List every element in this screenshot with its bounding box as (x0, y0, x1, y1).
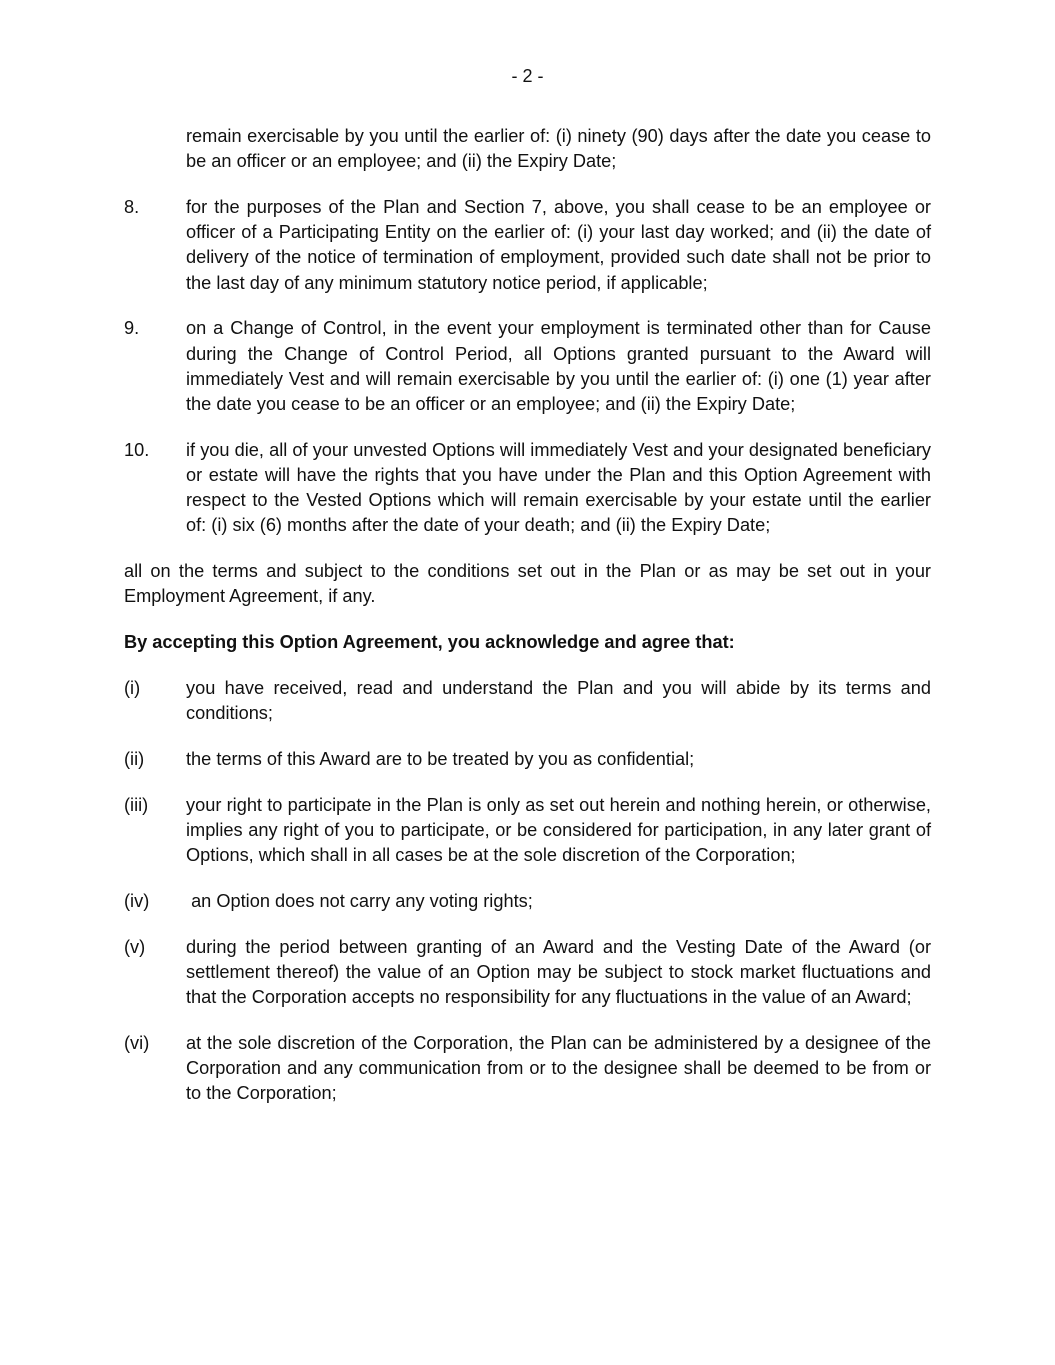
item-text: for the purposes of the Plan and Section 7, above, you shall cease to be an employee or officer of a Participating Entity on the earlier of: (i) your last day worked; and (ii) the date of delivery of the notice of termination of employment, provided such date shall not be prior to the last day of any minimum statutory notice period, if applicable; (186, 197, 931, 293)
item-number: (vi) (124, 1033, 150, 1054)
item-text: you have received, read and understand the Plan and you will abide by its terms and conditions; (186, 678, 931, 724)
ack-item-iv (124, 889, 931, 914)
continuation-paragraph: remain exercisable by you until the earlier of: (i) ninety (90) days after the date you cease to be an officer or an employee; and (ii) the Expiry Date; (186, 126, 931, 172)
ack-item-i (124, 676, 931, 726)
item-text: at the sole discretion of the Corporation, the Plan can be administered by a designee of the Corporation and any communication from or to the designee shall be deemed to be from or to the Corporation; (186, 1033, 931, 1104)
acknowledgement-heading: By accepting this Option Agreement, you acknowledge and agree that: (124, 632, 735, 653)
closing-paragraph: all on the terms and subject to the conditions set out in the Plan or as may be set out in your Employment Agreement, if any. (124, 561, 931, 607)
item-text: during the period between granting of an Award and the Vesting Date of the Award (or settlement thereof) the value of an Option may be subject to stock market fluctuations and that the Corporation accepts no responsibility for any fluctuations in the value of an Award; (186, 936, 931, 1008)
numbered-item-10 (124, 438, 931, 539)
item-number: (v) (124, 936, 146, 957)
item-text: if you die, all of your unvested Options will immediately Vest and your designated beneficiary or estate will have the rights that you have under the Plan and this Option Agreement with respect to the Vested Options which will remain exercisable by your estate until the earlier of: (i) six (6) months after the date of your death; and (ii) the Expiry Date; (186, 439, 931, 536)
item-number: 10. (124, 439, 150, 460)
page-number: - 2 - (511, 66, 544, 86)
document-body (124, 124, 931, 1127)
ack-item-v (124, 935, 931, 1011)
item-number: (iv) (124, 891, 150, 912)
item-number: 8. (124, 197, 140, 217)
ack-item-vi (124, 1031, 931, 1107)
item-text: an Option does not carry any voting rights; (186, 891, 533, 912)
item-text: your right to participate in the Plan is only as set out herein and nothing herein, or otherwise, implies any right of you to participate, or be considered for participation, in any later grant of Options, which shall in all cases be at the sole discretion of the Corporation; (186, 794, 931, 866)
item-number: 9. (124, 318, 140, 339)
item-number: (iii) (124, 794, 149, 815)
item-number: (ii) (124, 749, 145, 770)
ack-item-ii (124, 747, 931, 772)
ack-item-iii (124, 793, 931, 869)
item-text: on a Change of Control, in the event your employment is terminated other than for Cause during the Change of Control Period, all Options granted pursuant to the Award will immediately Vest and will remain exercisable by you until the earlier of: (i) one (1) year after the date you cease to be an officer or an employee; and (ii) the Expiry Date; (186, 318, 931, 415)
item-number: (i) (124, 678, 141, 699)
numbered-item-9 (124, 316, 931, 417)
numbered-item-8 (124, 195, 931, 296)
item-text: the terms of this Award are to be treated by you as confidential; (186, 749, 695, 770)
